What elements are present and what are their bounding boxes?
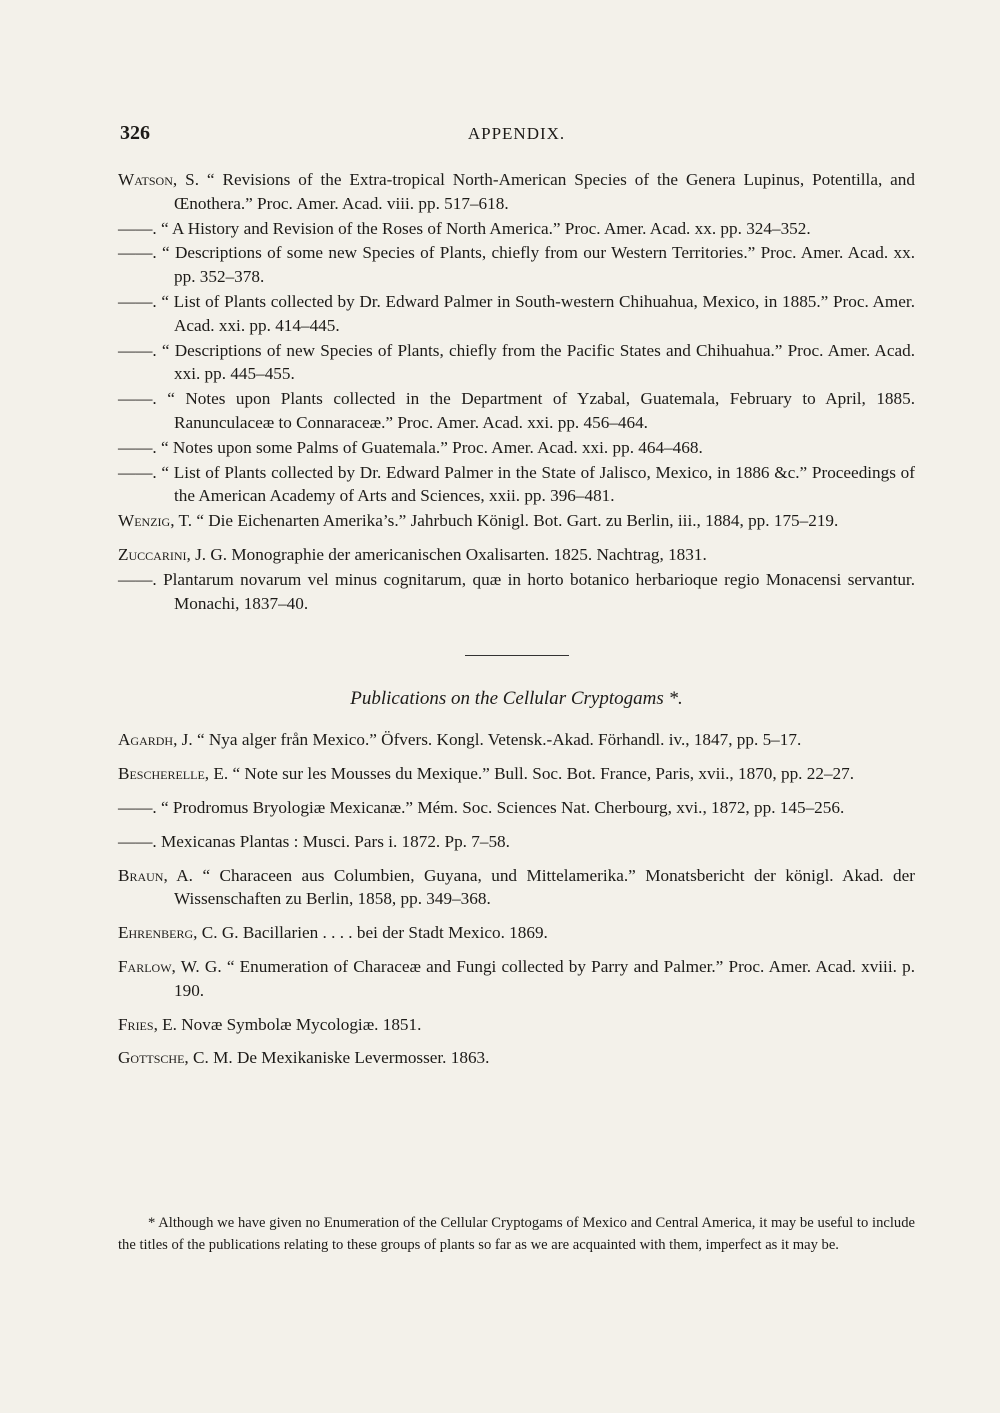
entry-text: “ Notes upon some Palms of Guatemala.” Proc. Amer. Acad. xxi. pp. 464–468. <box>160 437 703 457</box>
entry-author: Watson, S. <box>118 170 199 189</box>
entry-text: Monographie der americanischen Oxalisarten. 1825. Nachtrag, 1831. <box>231 544 707 564</box>
entry-author: Agardh, J. <box>118 730 193 750</box>
bibliography-entry <box>118 1013 915 1037</box>
bibliography-entry <box>118 543 915 567</box>
entry-author: ——. <box>118 569 157 589</box>
entry-text: “ Die Eichenarten Amerika’s.” Jahrbuch Königl. Bot. Gart. zu Berlin, iii., 1884, pp. 175–219. <box>196 511 839 531</box>
bibliography-entry <box>118 436 915 460</box>
entry-text: Bacillarien . . . . bei der Stadt Mexico. 1869. <box>242 923 548 943</box>
bibliography-entry <box>118 241 915 289</box>
bibliography-entry <box>118 728 915 752</box>
running-title: APPENDIX. <box>467 124 566 143</box>
bibliography-entry <box>118 955 915 1003</box>
bibliography-entry <box>118 509 915 533</box>
entry-text: “ Descriptions of some new Species of Plants, chiefly from our Western Territories.” Proc. Amer. Acad. xx. pp. 352–378. <box>162 243 915 287</box>
entry-text: “ Notes upon Plants collected in the Department of Yzabal, Guatemala, February to April, 1885. Ranunculaceæ to Connaraceæ.” Proc. Amer. Acad. xxi. pp. 456–464. <box>167 389 915 432</box>
entry-author: ——. <box>118 389 157 409</box>
bibliography-entry <box>118 830 915 854</box>
entry-text: “ Note sur les Mousses du Mexique.” Bull. Soc. Bot. France, Paris, xvii., 1870, pp. 22–27. <box>232 764 855 784</box>
entry-text: “ Descriptions of new Species of Plants, chiefly from the Pacific States and Chihuahua.” Proc. Amer. Acad. xxi. pp. 445–455. <box>161 340 915 384</box>
entry-text: “ Enumeration of Characeæ and Fungi collected by Parry and Palmer.” Proc. Amer. Acad. xviii. p. 190. <box>174 956 916 1000</box>
bibliography-entry <box>118 1046 915 1070</box>
entry-text: “ Revisions of the Extra-tropical North-American Species of the Genera Lupinus, Potentilla, and Œnothera.” Proc. Amer. Acad. viii. pp. 517–618. <box>174 170 915 213</box>
entry-text: De Mexikaniske Levermosser. 1863. <box>236 1048 490 1068</box>
bibliography-entry <box>118 290 915 338</box>
entry-author: ——. <box>118 218 157 238</box>
entry-author: ——. <box>118 340 157 360</box>
entry-author: ——. <box>118 291 157 311</box>
bibliography-entry <box>118 796 915 820</box>
entry-author: ——. <box>118 462 157 482</box>
entry-author: ——. <box>118 831 157 851</box>
entry-text: Novæ Symbolæ Mycologiæ. 1851. <box>181 1014 422 1034</box>
entry-author: Zuccarini, J. G. <box>118 544 228 564</box>
page-number: 326 <box>120 122 150 144</box>
entry-text: Plantarum novarum vel minus cognitarum, quæ in horto botanico herbarioque regio Monacensi servantur. Monachi, 1837–40. <box>163 569 916 613</box>
entry-text: “ List of Plants collected by Dr. Edward Palmer in the State of Jalisco, Mexico, in 1886 &c.” Proceedings of the American Academy of Arts and Sciences, xxii. pp. 396–481. <box>161 462 915 506</box>
bibliography-entry <box>118 168 915 216</box>
entry-author: Farlow, W. G. <box>118 956 222 976</box>
bibliography-entry <box>118 921 915 945</box>
section-heading: Publications on the Cellular Cryptogams *. <box>350 688 683 710</box>
entry-author: Braun, A. <box>118 865 193 885</box>
bibliography-entry <box>118 461 915 509</box>
entry-author: Fries, E. <box>118 1014 177 1034</box>
bibliography-entry <box>118 762 915 786</box>
entry-author: ——. <box>118 437 157 457</box>
entry-text: “ Nya alger från Mexico.” Öfvers. Kongl. Vetensk.-Akad. Förhandl. iv., 1847, pp. 5–17. <box>196 730 802 750</box>
entry-author: ——. <box>118 797 157 817</box>
bibliography-entry <box>118 339 915 387</box>
entry-text: “ A History and Revision of the Roses of North America.” Proc. Amer. Acad. xx. pp. 324–352. <box>160 218 811 238</box>
section-divider <box>465 655 569 656</box>
bibliography-list <box>118 168 915 1071</box>
entry-text: “ Prodromus Bryologiæ Mexicanæ.” Mém. Soc. Sciences Nat. Cherbourg, xvi., 1872, pp. 145–256. <box>160 797 845 817</box>
running-head <box>118 122 915 150</box>
entry-author: ——. <box>118 243 157 263</box>
entry-author: Bescherelle, E. <box>118 764 229 784</box>
entry-text: Mexicanas Plantas : Musci. Pars i. 1872. Pp. 7–58. <box>160 831 510 851</box>
entry-author: Wenzig, T. <box>118 511 193 531</box>
entry-text: “ List of Plants collected by Dr. Edward Palmer in South-western Chihuahua, Mexico, in 1885.” Proc. Amer. Acad. xxi. pp. 414–445. <box>161 291 916 335</box>
bibliography-entry <box>118 864 915 912</box>
entry-author: Ehrenberg, C. G. <box>118 923 239 943</box>
footnote: * Although we have given no Enumeration of the Cellular Cryptogams of Mexico and Central America, it may be useful to include the titles of the publications relating to these groups of plants so far as we are acquainted with them, imperfect as it may be. <box>118 1215 915 1253</box>
bibliography-entry <box>118 217 915 241</box>
entry-text: “ Characeen aus Columbien, Guyana, und Mittelamerika.” Monatsbericht der königl. Akad. der Wissenschaften zu Berlin, 1858, pp. 349–368. <box>174 865 916 909</box>
entry-author: Gottsche, C. M. <box>118 1048 233 1068</box>
bibliography-entry <box>118 387 915 435</box>
bibliography-entry <box>118 568 915 616</box>
